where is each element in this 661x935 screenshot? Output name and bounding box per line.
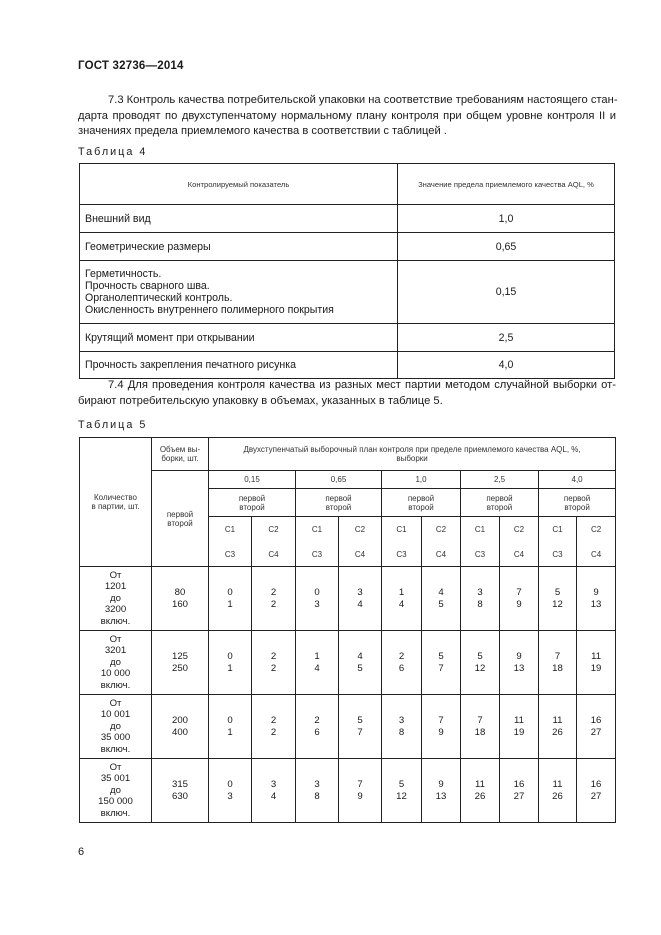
table-header-row (80, 164, 615, 205)
aql-value-cell: 2,5 (398, 324, 615, 352)
acceptance-cell (539, 695, 577, 759)
acceptance-value: 4 (438, 587, 444, 598)
c-header: С3 (209, 542, 252, 567)
lot-range-line: включ. (100, 679, 131, 691)
indicator-line: Герметичность. (85, 267, 162, 280)
acceptance-value: 4 (270, 790, 277, 802)
aql-level-header: 1,0 (382, 471, 461, 489)
c-header: С1 (382, 517, 422, 543)
acceptance-cell (577, 567, 616, 631)
paragraph-7-4 (78, 378, 616, 409)
acceptance-value: 9 (593, 587, 599, 598)
acceptance-value: 11 (552, 779, 563, 790)
paragraph-line: дарта проводят по двухступенчатому нормальному плану контроля при общем уровне контроля II и (78, 109, 616, 122)
acceptance-value: 4 (314, 662, 320, 674)
acceptance-cell (461, 695, 500, 759)
paragraph-line: значениях предела приемлемого качества в соответствии с таблицей . (78, 125, 447, 137)
acceptance-value: 5 (357, 662, 363, 674)
acceptance-cell (209, 567, 252, 631)
indicator-cell: Крутящий момент при открывании (80, 324, 398, 352)
header-line: в партии, шт. (91, 502, 140, 511)
acceptance-cell (539, 631, 577, 695)
header-line: Двухступенчатый выборочный план контроля при пределе приемлемого качества AQL, %, (243, 445, 581, 454)
acceptance-value: 16 (513, 779, 525, 790)
aql-level-header: 4,0 (539, 471, 616, 489)
acceptance-value: 8 (477, 598, 483, 610)
lot-range-line: 3200 (104, 604, 127, 616)
acceptance-cell (252, 759, 296, 823)
stage-header (382, 489, 461, 517)
acceptance-cell (339, 759, 382, 823)
acceptance-cell (339, 631, 382, 695)
acceptance-value: 2 (270, 662, 277, 674)
acceptance-value: 0 (227, 651, 233, 662)
header-line: первой (407, 493, 435, 503)
c-header: С4 (577, 542, 616, 567)
c-header: С2 (577, 517, 616, 543)
sample-volume-value: 250 (171, 662, 188, 674)
acceptance-value: 18 (552, 662, 563, 674)
acceptance-value: 26 (552, 726, 563, 738)
lot-range-line: 1201 (104, 581, 127, 593)
c-header: С3 (296, 542, 339, 567)
acceptance-value: 5 (438, 651, 444, 662)
lot-range-line: до (110, 656, 121, 668)
acceptance-value: 11 (552, 715, 563, 726)
acceptance-value: 11 (475, 779, 485, 790)
acceptance-value: 9 (357, 790, 363, 802)
standard-code-header: ГОСТ 32736—2014 (78, 60, 184, 72)
c-header: С4 (252, 542, 296, 567)
acceptance-cell (539, 567, 577, 631)
lot-range-line: От (109, 697, 122, 709)
acceptance-value: 1 (227, 662, 233, 674)
header-line: первой (325, 493, 352, 503)
c-header: С4 (339, 542, 382, 567)
acceptance-value: 12 (552, 598, 563, 610)
acceptance-cell (422, 695, 461, 759)
c-header: С1 (296, 517, 339, 543)
c-header: С3 (461, 542, 500, 567)
acceptance-value: 7 (357, 726, 363, 738)
header-line: второй (325, 502, 352, 512)
acceptance-cell (539, 759, 577, 823)
sample-volume-cell (152, 695, 209, 759)
acceptance-value: 5 (357, 715, 363, 726)
acceptance-cell (339, 567, 382, 631)
acceptance-value: 12 (474, 662, 486, 674)
header-line: первой (486, 493, 513, 503)
header-line: первой (238, 493, 266, 503)
c-header: С1 (209, 517, 252, 543)
acceptance-value: 26 (552, 790, 563, 802)
acceptance-cell (339, 695, 382, 759)
acceptance-value: 12 (396, 790, 407, 802)
acceptance-cell (577, 631, 616, 695)
acceptance-value: 13 (513, 662, 525, 674)
acceptance-value: 27 (590, 790, 602, 802)
acceptance-value: 4 (357, 651, 363, 662)
acceptance-value: 4 (398, 598, 405, 610)
acceptance-value: 2 (270, 587, 277, 598)
acceptance-cell (296, 695, 339, 759)
acceptance-value: 4 (357, 598, 363, 610)
lot-range-cell (80, 695, 152, 759)
header-line: второй (167, 518, 193, 528)
table-5-caption: Таблица 5 (78, 419, 148, 431)
acceptance-value: 5 (477, 651, 483, 662)
page-number: 6 (78, 846, 85, 858)
acceptance-cell (422, 567, 461, 631)
table-row (80, 695, 616, 759)
indicator-cell: Внешний вид (80, 205, 398, 233)
acceptance-value: 19 (513, 726, 525, 738)
acceptance-cell (461, 759, 500, 823)
acceptance-cell (252, 567, 296, 631)
sample-volume-cell (152, 759, 209, 823)
lot-range-line: до (110, 592, 121, 604)
acceptance-value: 2 (270, 598, 277, 610)
acceptance-cell (461, 631, 500, 695)
c-header: С4 (422, 542, 461, 567)
table-row (80, 205, 615, 233)
acceptance-value: 13 (435, 790, 447, 802)
c-header: С1 (539, 517, 577, 543)
acceptance-cell (209, 631, 252, 695)
acceptance-value: 3 (314, 779, 320, 790)
acceptance-value: 7 (438, 715, 444, 726)
sample-volume-value: 200 (171, 715, 188, 726)
acceptance-cell (500, 567, 539, 631)
acceptance-value: 3 (477, 587, 483, 598)
acceptance-value: 8 (398, 726, 405, 738)
table-row (80, 352, 615, 379)
c-header: С4 (500, 542, 539, 567)
acceptance-cell (209, 695, 252, 759)
indicator-cell: Прочность закрепления печатного рисунка (80, 352, 398, 379)
acceptance-cell (296, 567, 339, 631)
sample-volume-value: 80 (174, 587, 186, 598)
c-header: С2 (422, 517, 461, 543)
acceptance-value: 16 (590, 715, 602, 726)
table-4 (79, 163, 615, 379)
acceptance-value: 7 (477, 715, 483, 726)
c-header: С2 (500, 517, 539, 543)
header-line: первой (563, 493, 591, 503)
lot-range-line: 3201 (104, 645, 127, 657)
acceptance-value: 5 (398, 779, 405, 790)
paragraph-line: 7.3 Контроль качества потребительской упаковки на соответствие требованиям настоящего стан- (108, 94, 618, 106)
aql-level-header: 0,15 (209, 471, 296, 489)
acceptance-value: 3 (314, 598, 320, 610)
lot-range-line: включ. (100, 743, 131, 755)
indicator-cell: Геометрические размеры (80, 233, 398, 261)
acceptance-cell (422, 759, 461, 823)
acceptance-value: 11 (514, 715, 524, 726)
lot-range-line: От (109, 569, 122, 581)
paragraph-7-3 (78, 93, 616, 140)
acceptance-value: 3 (227, 790, 233, 802)
sample-volume-value: 400 (171, 726, 188, 738)
acceptance-cell (252, 695, 296, 759)
acceptance-value: 2 (398, 651, 405, 662)
lot-range-line: 10 000 (100, 668, 131, 680)
header-line: Количество (94, 493, 137, 502)
lot-range-line: включ. (100, 615, 131, 627)
acceptance-value: 3 (270, 779, 277, 790)
lot-quantity-header (80, 438, 152, 567)
acceptance-value: 3 (357, 587, 363, 598)
acceptance-value: 27 (513, 790, 525, 802)
indicator-line: Окисленность внутреннего полимерного покрытия (85, 304, 334, 317)
paragraph-line: 7.4 Для проведения контроля качества из разных мест партии методом случайной выборки от- (108, 379, 616, 391)
acceptance-cell (500, 631, 539, 695)
table-header-row (80, 438, 616, 471)
aql-value-cell: 1,0 (398, 205, 615, 233)
acceptance-value: 2 (270, 726, 277, 738)
stage-header (461, 489, 539, 517)
acceptance-cell (382, 631, 422, 695)
sample-volume-value: 630 (171, 790, 188, 802)
lot-range-line: 150 000 (98, 796, 133, 808)
acceptance-value: 2 (314, 715, 320, 726)
aql-header: Значение предела приемлемого качества AQL, % (398, 164, 615, 205)
table-row (80, 324, 615, 352)
lot-range-line: до (110, 720, 121, 732)
table-row (80, 567, 616, 631)
lot-range-line: 35 000 (100, 732, 131, 744)
c-header: С3 (539, 542, 577, 567)
acceptance-value: 19 (590, 662, 602, 674)
sample-volume-value: 160 (171, 598, 188, 610)
indicator-header: Контролируемый показатель (80, 164, 398, 205)
c-header: С2 (252, 517, 296, 543)
acceptance-cell (500, 695, 539, 759)
lot-range-line: От (109, 761, 122, 773)
lot-range-line: включ. (100, 807, 131, 819)
acceptance-cell (577, 695, 616, 759)
acceptance-value: 9 (516, 651, 522, 662)
aql-value-cell: 0,15 (398, 261, 615, 324)
lot-range-cell (80, 631, 152, 695)
acceptance-cell (382, 759, 422, 823)
acceptance-cell (500, 759, 539, 823)
acceptance-value: 0 (227, 715, 233, 726)
header-line: борки, шт. (161, 454, 199, 463)
aql-value-cell: 4,0 (398, 352, 615, 379)
acceptance-cell (577, 759, 616, 823)
c-header: С2 (339, 517, 382, 543)
acceptance-cell (382, 567, 422, 631)
acceptance-value: 2 (270, 715, 277, 726)
sample-volume-cell (152, 567, 209, 631)
acceptance-value: 9 (438, 779, 444, 790)
acceptance-value: 9 (438, 726, 444, 738)
acceptance-cell (296, 759, 339, 823)
c-header: С3 (382, 542, 422, 567)
stage-header (539, 489, 616, 517)
acceptance-value: 18 (474, 726, 486, 738)
acceptance-value: 11 (591, 651, 602, 662)
acceptance-value: 1 (227, 598, 233, 610)
stage-header (209, 489, 296, 517)
table-row (80, 233, 615, 261)
sample-volume-value: 315 (171, 779, 188, 790)
acceptance-value: 16 (590, 779, 602, 790)
table-5 (79, 437, 616, 823)
sample-volume-value: 125 (171, 651, 188, 662)
aql-level-row (80, 471, 616, 489)
acceptance-value: 0 (227, 587, 233, 598)
header-line: первой (166, 509, 194, 519)
sample-stage-header (152, 471, 209, 567)
acceptance-value: 7 (438, 662, 444, 674)
acceptance-value: 0 (227, 779, 233, 790)
acceptance-cell (296, 631, 339, 695)
acceptance-value: 6 (314, 726, 320, 738)
header-line: второй (408, 502, 434, 512)
table-row (80, 631, 616, 695)
acceptance-value: 7 (554, 651, 561, 662)
acceptance-value: 1 (314, 651, 320, 662)
paragraph-line: бирают потребительскую упаковку в объемах, указанных в таблице 5. (78, 394, 443, 407)
acceptance-value: 1 (227, 726, 233, 738)
acceptance-value: 5 (438, 598, 444, 610)
acceptance-value: 3 (398, 715, 405, 726)
header-line: выборки (396, 454, 428, 463)
acceptance-cell (209, 759, 252, 823)
plan-header (209, 438, 616, 471)
lot-range-line: 35 001 (100, 773, 131, 785)
acceptance-value: 8 (314, 790, 320, 802)
acceptance-value: 7 (357, 779, 363, 790)
lot-range-line: до (110, 784, 121, 796)
acceptance-value: 27 (590, 726, 602, 738)
acceptance-value: 1 (398, 587, 405, 598)
acceptance-value: 7 (516, 587, 522, 598)
aql-value-cell: 0,65 (398, 233, 615, 261)
aql-level-header: 0,65 (296, 471, 382, 489)
acceptance-value: 13 (590, 598, 602, 610)
aql-level-header: 2,5 (461, 471, 539, 489)
acceptance-value: 9 (516, 598, 522, 610)
acceptance-cell (461, 567, 500, 631)
acceptance-cell (382, 695, 422, 759)
c-header: С1 (461, 517, 500, 543)
header-line: второй (486, 502, 513, 512)
header-line: второй (564, 502, 590, 512)
indicator-cell (80, 261, 398, 324)
header-line: второй (239, 502, 265, 512)
indicator-line: Прочность сварного шва. (85, 279, 210, 292)
acceptance-value: 2 (270, 651, 277, 662)
acceptance-cell (422, 631, 461, 695)
acceptance-value: 26 (474, 790, 486, 802)
acceptance-value: 0 (314, 587, 320, 598)
indicator-line: Органолептический контроль. (85, 292, 233, 304)
acceptance-value: 5 (554, 587, 561, 598)
stage-header (296, 489, 382, 517)
lot-range-line: От (109, 633, 122, 645)
sample-volume-header (152, 438, 209, 471)
table-4-caption: Таблица 4 (78, 146, 148, 158)
table-row (80, 261, 615, 324)
header-line: Объем вы- (159, 445, 201, 454)
sample-volume-cell (152, 631, 209, 695)
table-row (80, 759, 616, 823)
acceptance-cell (252, 631, 296, 695)
lot-range-line: 10 001 (100, 709, 131, 721)
lot-range-cell (80, 759, 152, 823)
lot-range-cell (80, 567, 152, 631)
acceptance-value: 6 (398, 662, 405, 674)
